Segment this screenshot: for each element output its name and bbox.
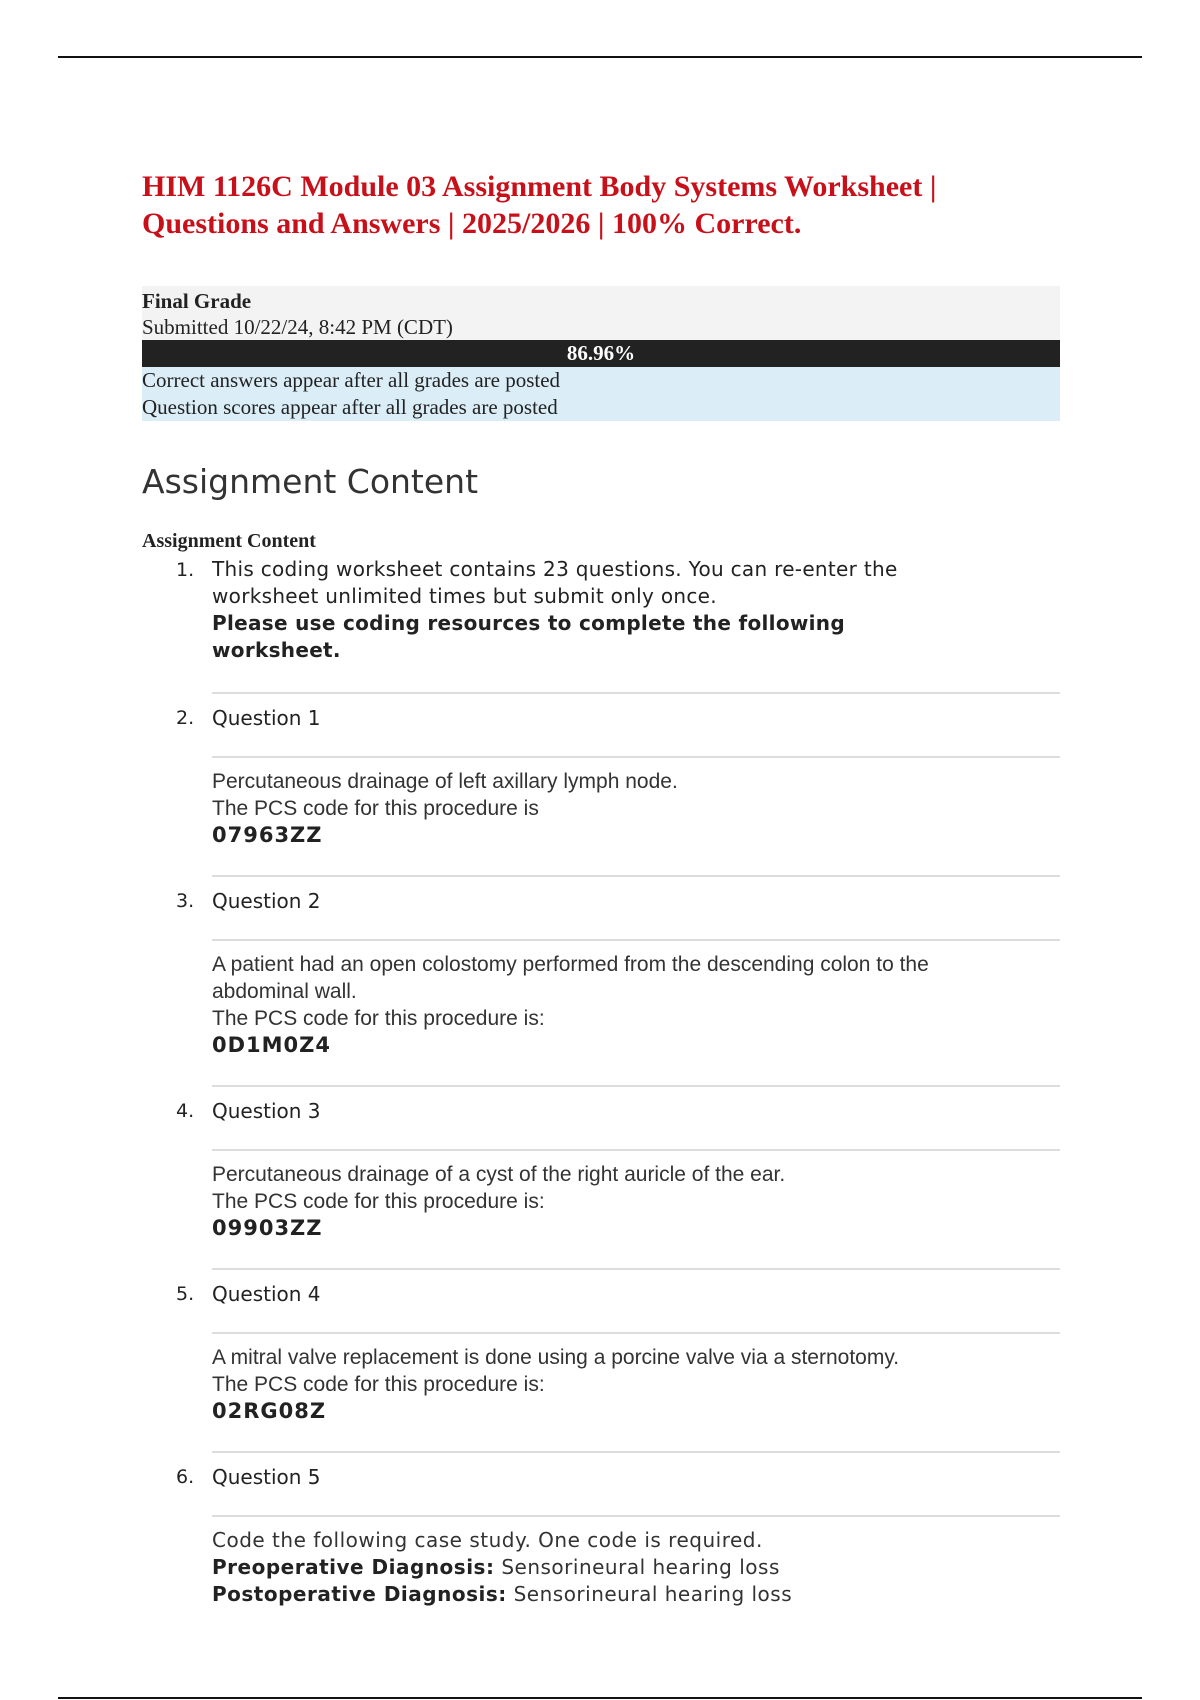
- postoperative-diagnosis: [212, 1581, 1060, 1608]
- intro-bold-1: Please use coding resources to complete the following: [212, 611, 845, 635]
- bottom-rule: [58, 1697, 1142, 1699]
- divider: [212, 692, 1060, 694]
- item-number: 3.: [176, 890, 195, 912]
- question-title: Question 3: [212, 1099, 321, 1123]
- question-text: Percutaneous drainage of a cyst of the right auricle of the ear.: [212, 1163, 786, 1186]
- case-study-instructions: Code the following case study. One code is required.: [212, 1528, 763, 1552]
- section-heading: Assignment Content: [142, 462, 479, 501]
- divider: [212, 1268, 1060, 1270]
- final-grade-panel: [142, 286, 1060, 421]
- question-prompt: The PCS code for this procedure is:: [212, 1190, 545, 1213]
- answer-code: 09903ZZ: [212, 1216, 323, 1240]
- intro-item: [142, 556, 1060, 664]
- divider: [212, 939, 1060, 941]
- postoperative-label: Postoperative Diagnosis:: [212, 1582, 507, 1606]
- preoperative-diagnosis: [212, 1554, 1060, 1581]
- question-item: [142, 1451, 1060, 1608]
- divider: [212, 1085, 1060, 1087]
- intro-line-1: This coding worksheet contains 23 questions. You can re-enter the: [212, 557, 898, 581]
- grade-header: [142, 286, 1060, 340]
- question-text-cont: abdominal wall.: [212, 980, 357, 1003]
- submitted-timestamp: Submitted 10/22/24, 8:42 PM (CDT): [142, 315, 453, 339]
- question-text: A mitral valve replacement is done using a porcine valve via a sternotomy.: [212, 1346, 900, 1369]
- question-prompt: The PCS code for this procedure is:: [212, 1373, 545, 1396]
- question-item: [142, 692, 1060, 849]
- answer-code: 07963ZZ: [212, 823, 323, 847]
- question-title: Question 4: [212, 1282, 321, 1306]
- content-label: Assignment Content: [142, 530, 316, 552]
- answer-code: 0D1M0Z4: [212, 1033, 332, 1057]
- divider: [212, 1149, 1060, 1151]
- question-title: Question 2: [212, 889, 321, 913]
- question-title: Question 5: [212, 1465, 321, 1489]
- intro-line-2: worksheet unlimited times but submit only once.: [212, 584, 717, 608]
- final-grade-label: Final Grade: [142, 289, 252, 313]
- question-prompt: The PCS code for this procedure is: [212, 797, 539, 820]
- divider: [212, 1451, 1060, 1453]
- preoperative-value: Sensorineural hearing loss: [501, 1555, 780, 1579]
- document-title: [142, 168, 1042, 242]
- divider: [212, 875, 1060, 877]
- answers-note: Correct answers appear after all grades are posted: [142, 367, 1060, 394]
- question-text: Percutaneous drainage of left axillary lymph node.: [212, 770, 678, 793]
- divider: [212, 1332, 1060, 1334]
- question-item: [142, 1085, 1060, 1242]
- score-bar: [142, 340, 1060, 367]
- question-title: Question 1: [212, 706, 321, 730]
- score-value: 86.96%: [566, 341, 636, 365]
- preoperative-label: Preoperative Diagnosis:: [212, 1555, 495, 1579]
- title-line-1: HIM 1126C Module 03 Assignment Body Systems Worksheet |: [142, 170, 937, 203]
- postoperative-value: Sensorineural hearing loss: [513, 1582, 793, 1606]
- assignment-content: [142, 528, 1060, 1608]
- divider: [212, 756, 1060, 758]
- question-item: [142, 875, 1060, 1059]
- item-number: 2.: [176, 707, 195, 729]
- item-number: 6.: [176, 1466, 195, 1488]
- divider: [212, 1515, 1060, 1517]
- question-item: [142, 1268, 1060, 1425]
- item-number: 4.: [176, 1100, 195, 1122]
- top-rule: [58, 56, 1142, 58]
- intro-bold-2: worksheet.: [212, 638, 341, 662]
- scores-note: Question scores appear after all grades are posted: [142, 394, 1060, 421]
- title-line-2: Questions and Answers | 2025/2026 | 100% Correct.: [142, 207, 802, 240]
- question-text: A patient had an open colostomy performed from the descending colon to the: [212, 953, 929, 976]
- answer-code: 02RG08Z: [212, 1399, 327, 1423]
- question-prompt: The PCS code for this procedure is:: [212, 1007, 545, 1030]
- item-number: 5.: [176, 1283, 195, 1305]
- item-number: 1.: [176, 559, 195, 581]
